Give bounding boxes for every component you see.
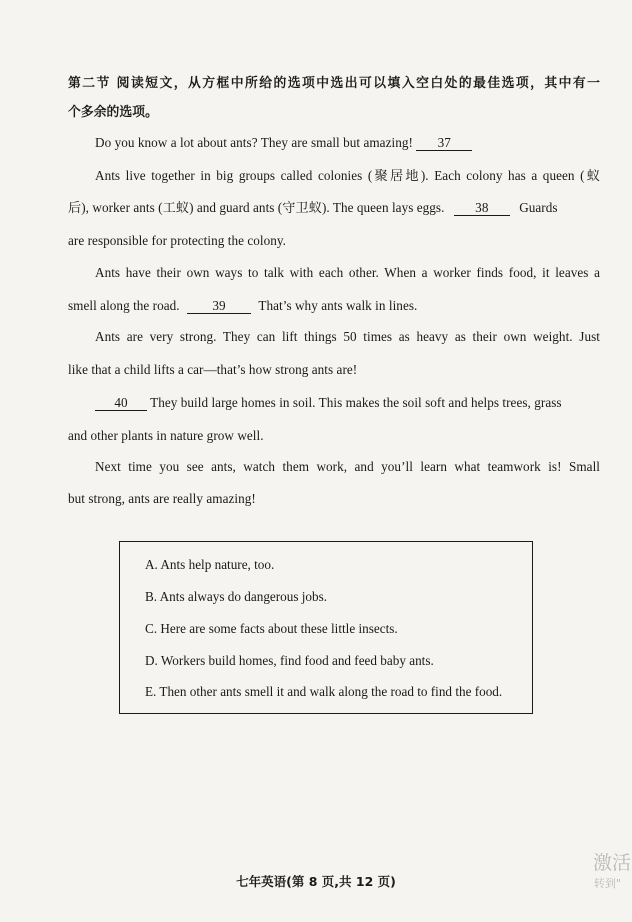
paragraph-3-line-1: Ants have their own ways to talk with each other. When a worker finds food, it leaves a — [95, 265, 600, 280]
paragraph-3-line-2-tail: That’s why ants walk in lines. — [258, 298, 418, 313]
paragraph-1-text: Do you know a lot about ants? They are small but amazing! — [95, 135, 413, 150]
paragraph-4-line-2: like that a child lifts a car—that’s how strong ants are! — [68, 362, 358, 377]
watermark-line-2: 转到" — [594, 877, 622, 890]
paragraph-2-line-1: Ants live together in big groups called colonies (聚居地). Each colony has a queen (蚁 — [95, 168, 600, 183]
watermark-line-1: 激活 — [593, 852, 632, 874]
paragraph-5-line-1 — [95, 394, 600, 412]
option-e: E. Then other ants smell it and walk along the road to find the food. — [145, 684, 503, 699]
paragraph-6-line-1: Next time you see ants, watch them work, and you’ll learn what teamwork is! Small — [95, 459, 600, 474]
paragraph-2-line-3: are responsible for protecting the colony. — [68, 233, 287, 248]
page-footer: 七年英语(第 8 页,共 12 页) — [236, 874, 396, 889]
paragraph-6-line-2: but strong, ants are really amazing! — [68, 491, 256, 506]
section-heading-line-1: 第二节 阅读短文，从方框中所给的选项中选出可以填入空白处的最佳选项，其中有一 — [68, 76, 600, 91]
option-b: B. Ants always do dangerous jobs. — [145, 589, 328, 604]
paragraph-5-line-1-text: They build large homes in soil. This makes the soil soft and helps trees, grass — [150, 395, 562, 410]
option-d: D. Workers build homes, find food and feed baby ants. — [145, 653, 434, 668]
paragraph-3-line-2 — [68, 297, 600, 315]
blank-40: 40 — [95, 395, 147, 411]
blank-39: 39 — [187, 298, 251, 314]
paragraph-2-line-2-tail: Guards — [519, 200, 558, 215]
option-a: A. Ants help nature, too. — [145, 557, 275, 572]
options-box — [119, 541, 533, 714]
paragraph-2-line-2-text: 后), worker ants (工蚁) and guard ants (守卫蚁). The queen lays eggs. — [68, 200, 445, 215]
paragraph-2-line-2 — [68, 199, 600, 217]
option-c: C. Here are some facts about these little insects. — [145, 621, 398, 636]
paragraph-1 — [95, 134, 600, 152]
paragraph-5-line-2: and other plants in nature grow well. — [68, 428, 264, 443]
blank-38: 38 — [454, 200, 510, 216]
blank-37: 37 — [416, 135, 472, 151]
paragraph-4-line-1: Ants are very strong. They can lift things 50 times as heavy as their own weight. Just — [95, 329, 600, 344]
paragraph-3-line-2-text: smell along the road. — [68, 298, 180, 313]
section-heading-line-2: 个多余的选项。 — [68, 105, 158, 120]
